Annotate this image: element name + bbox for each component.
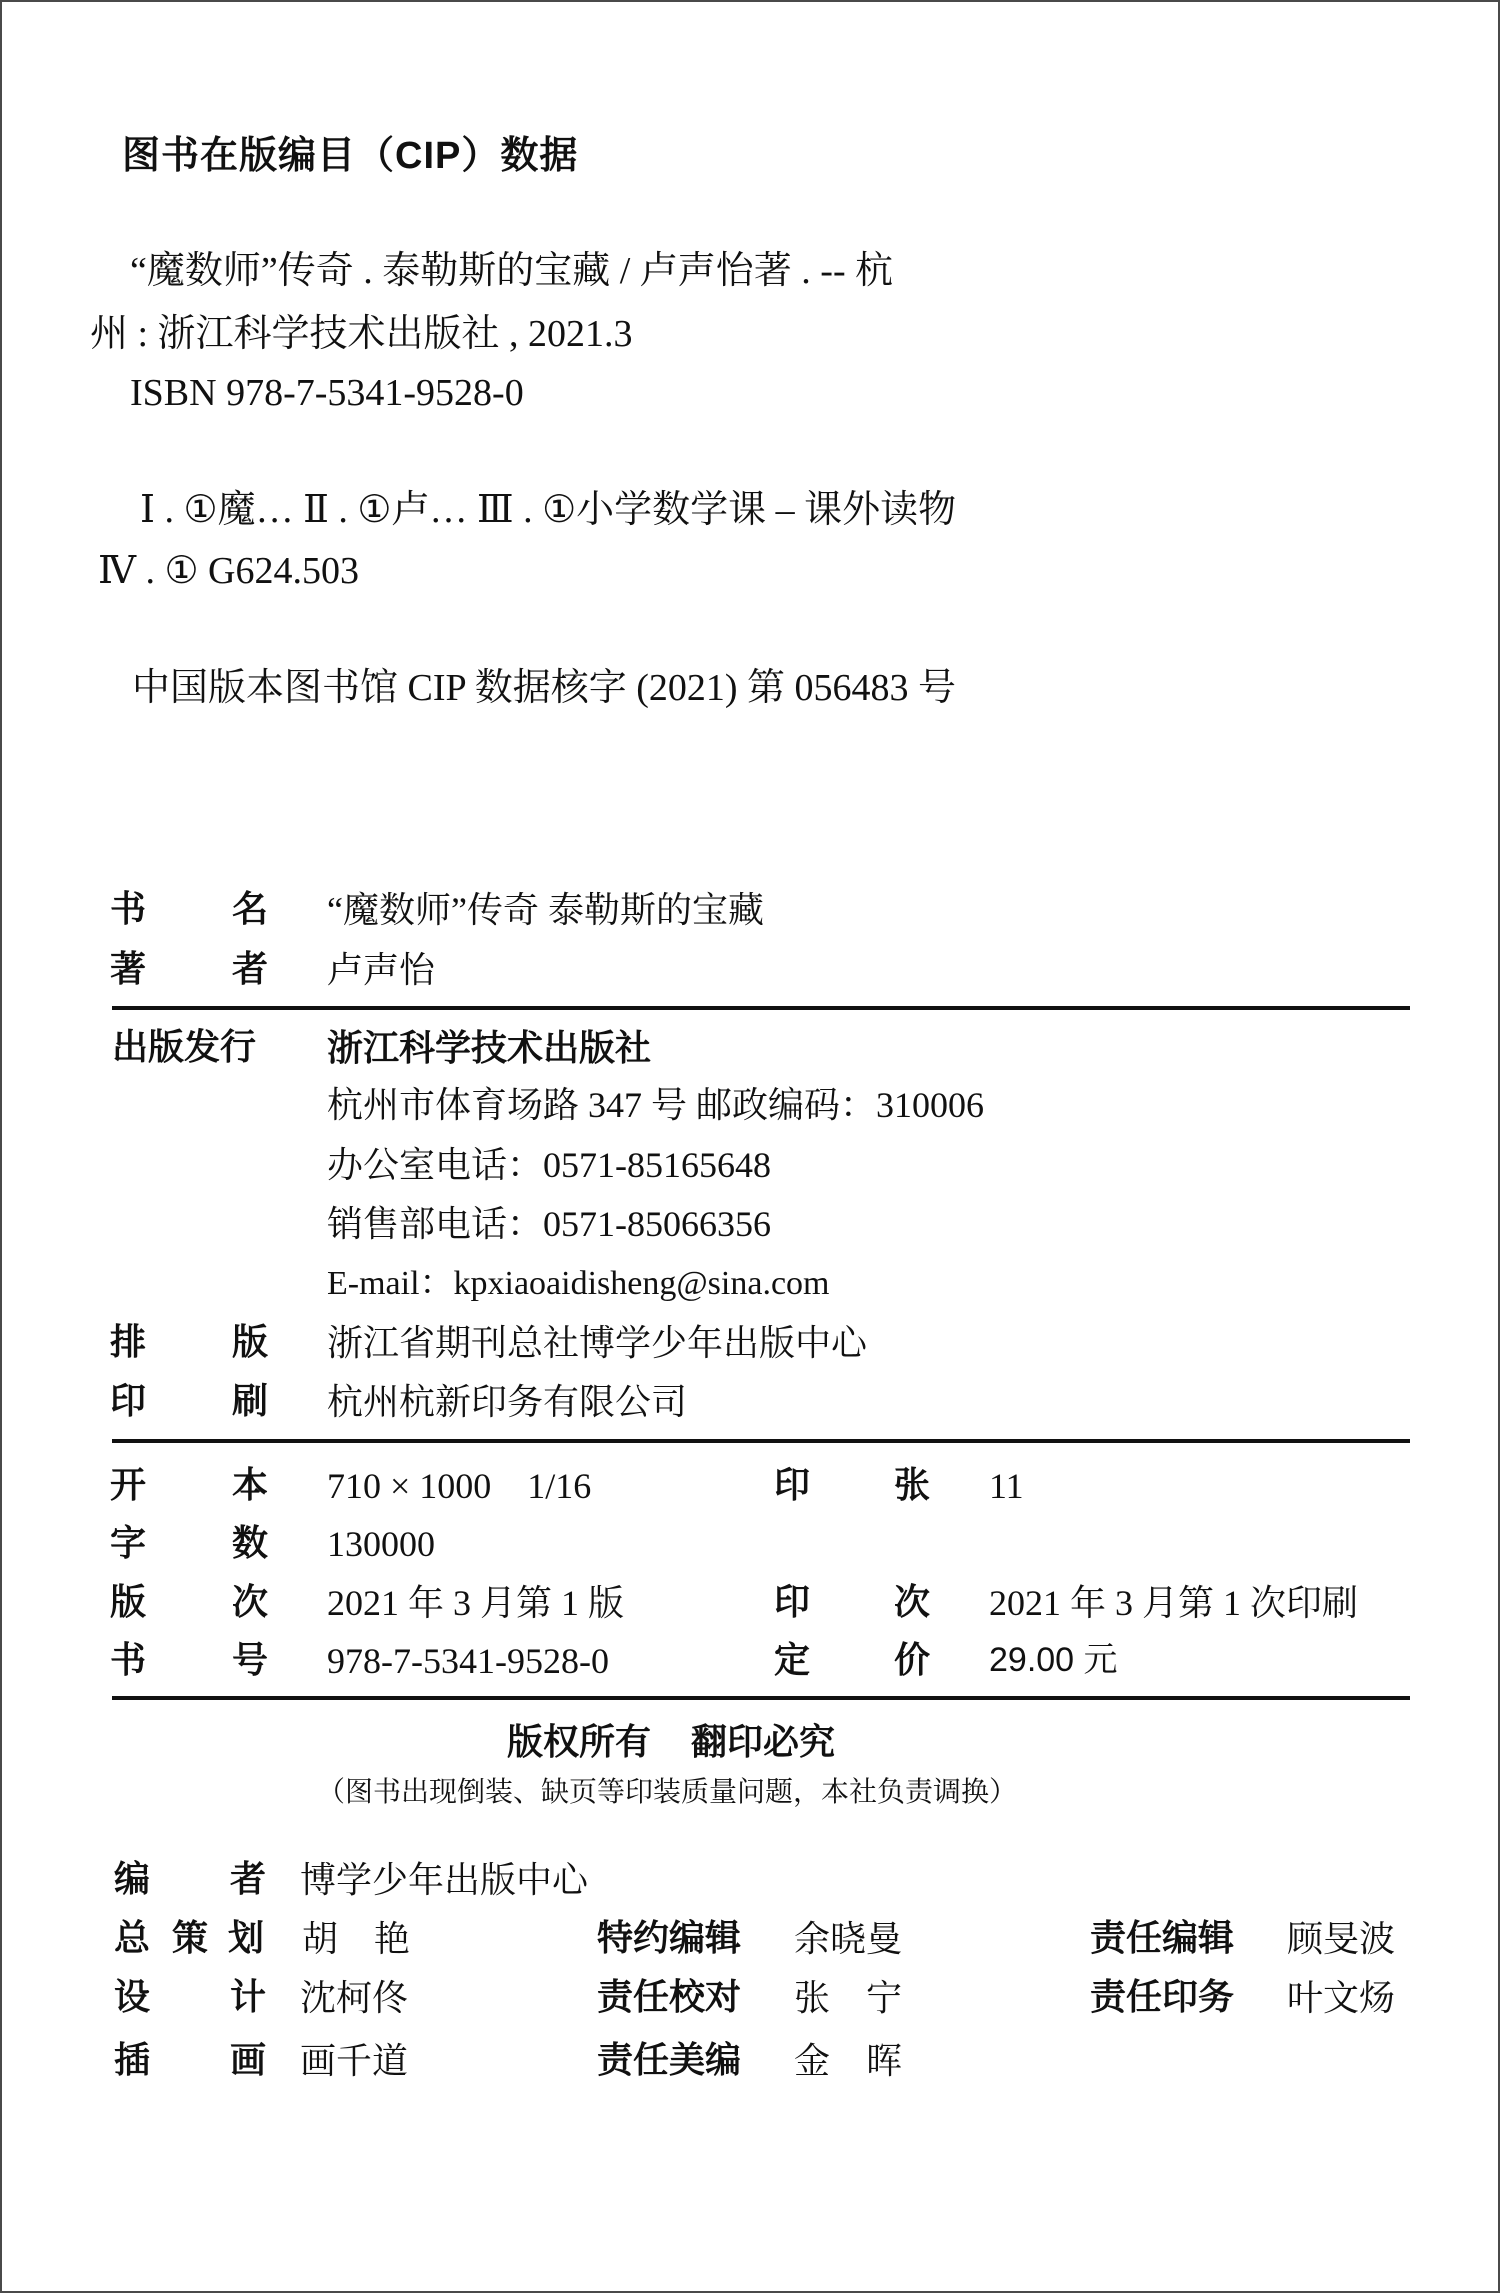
author-label-1: 著 bbox=[110, 949, 147, 990]
illustration-value: 画千道 bbox=[300, 2041, 409, 2081]
format-label-1: 开 bbox=[110, 1465, 147, 1506]
isbn-value: 978-7-5341-9528-0 bbox=[327, 1641, 609, 1681]
contributing-editor-label: 特约编辑 bbox=[597, 1918, 742, 1959]
sheets-label-1: 印 bbox=[774, 1465, 811, 1506]
illustration-label-2: 画 bbox=[230, 2040, 267, 2081]
chief-planner-label-2: 策 bbox=[172, 1918, 209, 1959]
edition-label-1: 版 bbox=[110, 1582, 147, 1623]
copyright-notice: 版权所有 翻印必究 bbox=[507, 1721, 836, 1762]
typesetting-value: 浙江省期刊总社博学少年出版中心 bbox=[327, 1323, 868, 1363]
sheets-value: 11 bbox=[989, 1466, 1024, 1506]
art-editor-label: 责任美编 bbox=[597, 2040, 742, 2081]
edition-label-2: 次 bbox=[232, 1582, 269, 1623]
editor-value: 博学少年出版中心 bbox=[300, 1860, 589, 1900]
typesetting-label-1: 排 bbox=[110, 1322, 147, 1363]
cip-line-1: “魔数师”传奇 . 泰勒斯的宝藏 / 卢声怡著 . -- 杭 bbox=[130, 250, 894, 292]
divider-rule bbox=[112, 1439, 1410, 1443]
book-title-label-2: 名 bbox=[232, 889, 269, 930]
chief-planner-value: 胡 艳 bbox=[302, 1919, 411, 1959]
print-supervisor-value: 叶文炀 bbox=[1287, 1978, 1396, 2018]
art-editor-value: 金 晖 bbox=[794, 2041, 903, 2081]
cip-classification-1: Ⅰ . ①魔… Ⅱ . ①卢… Ⅲ . ①小学数学课 – 课外读物 bbox=[140, 489, 957, 531]
word-count-label-2: 数 bbox=[232, 1523, 269, 1564]
author-value: 卢声怡 bbox=[327, 950, 436, 990]
book-title-value: “魔数师”传奇 泰勒斯的宝藏 bbox=[327, 890, 764, 930]
author-label-2: 者 bbox=[232, 949, 269, 990]
sales-phone: 销售部电话：0571-85066356 bbox=[327, 1204, 771, 1244]
cip-isbn: ISBN 978-7-5341-9528-0 bbox=[130, 372, 524, 414]
publisher-name: 浙江科学技术出版社 bbox=[327, 1028, 652, 1068]
printing-run-label-1: 印 bbox=[774, 1582, 811, 1623]
typesetting-label-2: 版 bbox=[232, 1322, 269, 1363]
format-value: 710 × 1000 1/16 bbox=[327, 1466, 592, 1506]
cip-classification-2: Ⅳ . ① G624.503 bbox=[98, 550, 359, 592]
price-label-2: 价 bbox=[894, 1640, 931, 1681]
format-label-2: 本 bbox=[232, 1465, 269, 1506]
print-supervisor-label: 责任印务 bbox=[1090, 1977, 1235, 2018]
sheets-label-2: 张 bbox=[894, 1465, 931, 1506]
printing-value: 杭州杭新印务有限公司 bbox=[327, 1382, 688, 1422]
editor-label-1: 编 bbox=[114, 1859, 151, 1900]
cip-title: 图书在版编目（CIP）数据 bbox=[122, 135, 579, 177]
publisher-email: E-mail：kpxiaoaidisheng@sina.com bbox=[327, 1265, 830, 1302]
design-label-1: 设 bbox=[114, 1977, 151, 2018]
chief-planner-label-1: 总 bbox=[114, 1918, 151, 1959]
printing-run-label-2: 次 bbox=[894, 1582, 931, 1623]
divider-rule bbox=[112, 1696, 1410, 1700]
word-count-label-1: 字 bbox=[110, 1523, 147, 1564]
chief-planner-label-3: 划 bbox=[228, 1918, 265, 1959]
publisher-label: 出版发行 bbox=[112, 1027, 257, 1068]
proofreader-label: 责任校对 bbox=[597, 1977, 742, 2018]
responsible-editor-label: 责任编辑 bbox=[1090, 1918, 1235, 1959]
publisher-address: 杭州市体育场路 347 号 邮政编码：310006 bbox=[327, 1085, 985, 1125]
cip-line-2: 州 : 浙江科学技术出版社 , 2021.3 bbox=[90, 313, 633, 355]
price-label-1: 定 bbox=[774, 1640, 811, 1681]
design-label-2: 计 bbox=[230, 1977, 267, 2018]
divider-rule bbox=[112, 1006, 1410, 1010]
design-value: 沈柯佟 bbox=[300, 1978, 409, 2018]
book-title-label-1: 书 bbox=[110, 889, 147, 930]
quality-guarantee-note: （图书出现倒装、缺页等印装质量问题，本社负责调换） bbox=[317, 1776, 1018, 1807]
illustration-label-1: 插 bbox=[114, 2040, 151, 2081]
edition-value: 2021 年 3 月第 1 版 bbox=[327, 1583, 625, 1623]
responsible-editor-value: 顾旻波 bbox=[1287, 1919, 1396, 1959]
office-phone: 办公室电话：0571-85165648 bbox=[327, 1145, 771, 1185]
printing-label-2: 刷 bbox=[232, 1381, 269, 1422]
word-count-value: 130000 bbox=[327, 1524, 435, 1564]
price-value: 29.00 元 bbox=[989, 1641, 1118, 1679]
cip-record-number: 中国版本图书馆 CIP 数据核字 (2021) 第 056483 号 bbox=[132, 667, 957, 709]
editor-label-2: 者 bbox=[230, 1859, 267, 1900]
printing-run-value: 2021 年 3 月第 1 次印刷 bbox=[989, 1583, 1359, 1623]
isbn-label-1: 书 bbox=[110, 1640, 147, 1681]
isbn-label-2: 号 bbox=[232, 1640, 269, 1681]
contributing-editor-value: 余晓曼 bbox=[794, 1919, 903, 1959]
printing-label-1: 印 bbox=[110, 1381, 147, 1422]
proofreader-value: 张 宁 bbox=[794, 1978, 903, 2018]
